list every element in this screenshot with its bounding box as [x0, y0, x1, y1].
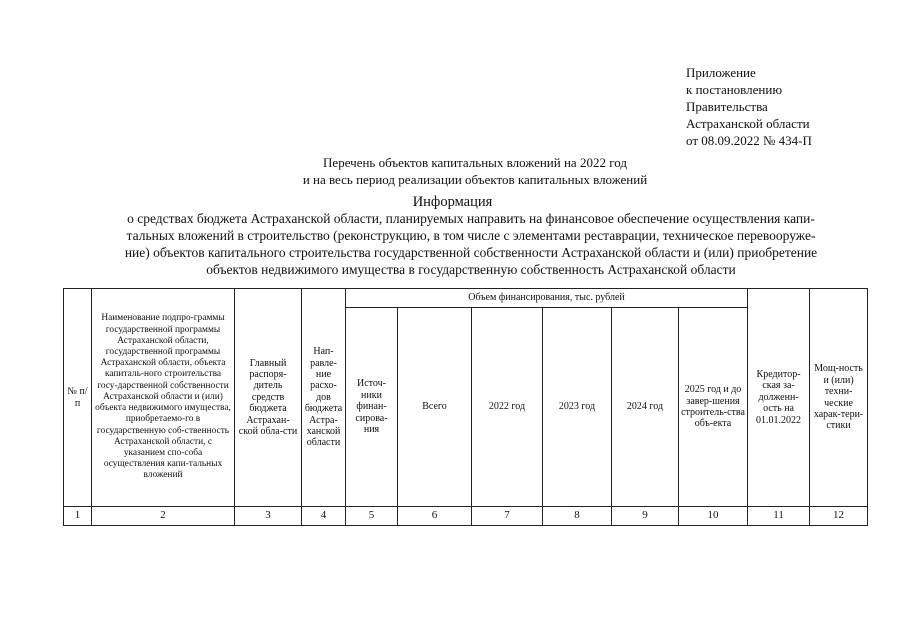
header-col-2023: 2023 год — [543, 308, 612, 507]
column-number: 7 — [472, 507, 543, 526]
header-col-2024: 2024 год — [612, 308, 679, 507]
capital-investments-table — [63, 288, 868, 526]
column-number: 4 — [302, 507, 346, 526]
column-number: 11 — [748, 507, 810, 526]
header-col-total: Всего — [398, 308, 472, 507]
column-number: 10 — [679, 507, 748, 526]
header-col-direction: Нап-равле-ние расхо-дов бюджета Астра-ханской области — [302, 289, 346, 507]
header-financing-group: Объем финансирования, тыс. рублей — [346, 289, 748, 308]
header-col-number: № п/п — [64, 289, 92, 507]
info-line: тальных вложений в строительство (реконструкцию, в том числе с элементами реставрации, техническое перевооруже- — [126, 228, 816, 243]
header-col-name: Наименование подпро-граммы государственной программы Астраханской области, государственной программы Астраханской области, объекта капиталь-ного строительства госу-дарственной собственности Астраханской области и (или) объекта недвижимого имущества, приобретаемо-го в государственную соб-ственность Астраханской области, с указанием спо-соба осуществления капи-тальных вложений — [92, 289, 235, 507]
document-title-line-1: Перечень объектов капитальных вложений на 2022 год — [323, 155, 627, 170]
column-number: 6 — [398, 507, 472, 526]
column-number-row — [64, 507, 868, 526]
header-col-creditor-debt: Кредитор-ская за-долженн-ость на 01.01.2022 — [748, 289, 810, 507]
appendix-line: Правительства — [686, 99, 768, 114]
header-col-2025-onward: 2025 год и до завер-шения строитель-ства объ-екта — [679, 308, 748, 507]
header-row-1 — [64, 289, 868, 308]
header-col-manager: Главный распоря-дитель средств бюджета Астрахан-ской обла-сти — [235, 289, 302, 507]
info-line: ние) объектов капитального строительства государственной собственности Астраханской области и (или) приобретение — [124, 245, 818, 260]
column-number: 8 — [543, 507, 612, 526]
info-line: о средствах бюджета Астраханской области, планируемых направить на финансовое обеспечение осуществления капи- — [127, 211, 815, 226]
column-number: 2 — [92, 507, 235, 526]
info-line: объектов недвижимого имущества в государственную собственность Астраханской области — [206, 262, 736, 277]
appendix-date-line: от 08.09.2022 № 434-П — [686, 133, 812, 148]
appendix-block — [686, 64, 812, 149]
column-number: 5 — [346, 507, 398, 526]
column-number: 9 — [612, 507, 679, 526]
appendix-line: к постановлению — [686, 82, 783, 97]
column-number: 3 — [235, 507, 302, 526]
document-title-line-2: и на весь период реализации объектов капитальных вложений — [302, 172, 648, 187]
header-col-sources: Источ-ники финан-сирова-ния — [346, 308, 398, 507]
appendix-line: Астраханской области — [686, 116, 810, 131]
header-col-2022: 2022 год — [472, 308, 543, 507]
info-heading: Информация — [412, 194, 493, 210]
column-number: 1 — [64, 507, 92, 526]
appendix-line: Приложение — [686, 65, 756, 80]
header-col-capacity: Мощ-ность и (или) техни-ческие харак-тери-стики — [810, 289, 868, 507]
column-number: 12 — [810, 507, 868, 526]
info-description — [80, 210, 862, 278]
